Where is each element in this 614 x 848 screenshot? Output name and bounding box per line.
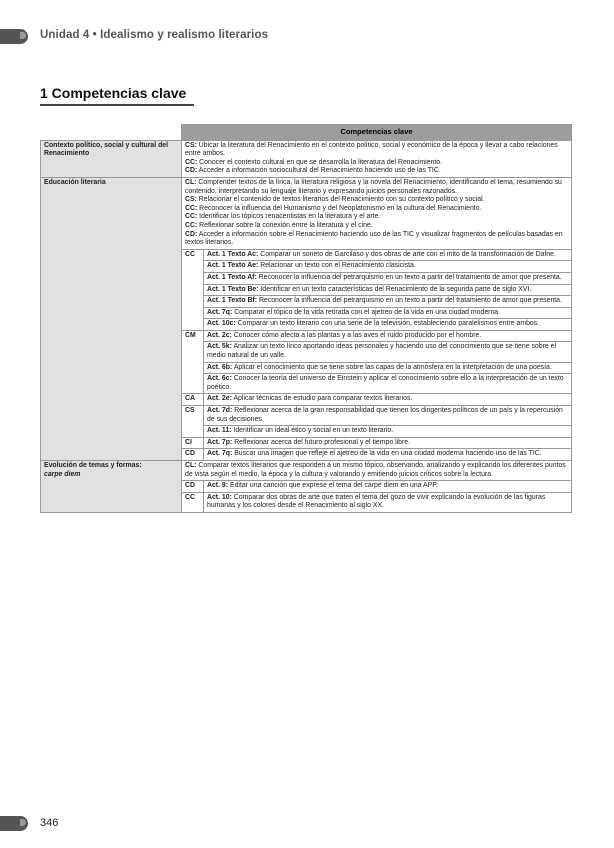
activity-ref: Act. 6b:: [207, 363, 233, 371]
activity-text: Comparar dos obras de arte que traten el tema del gozo de vivir explicando la evolución de las figuras humanas y los colores desde el Renacimiento al siglo XX.: [207, 493, 546, 510]
activity-ref: Act. 11:: [207, 427, 232, 435]
table-header-cell: Competencias clave: [182, 125, 572, 141]
activity-cell: [204, 249, 572, 261]
competence-code: CC:: [185, 158, 198, 166]
competence-text: Identificar los tópicos renacentistas en la literatura y el arte.: [199, 213, 381, 221]
table-header-blank: [41, 125, 182, 141]
activity-ref: Act. 1 Texto Be:: [207, 285, 259, 293]
activity-ref: Act. 2e:: [207, 395, 232, 403]
section-title: 1 Competencias clave: [40, 85, 187, 101]
competence-text: Comparar textos literarios que responden a un mismo tópico, observando, analizando y explicando los diferentes puntos de vista según el medio, la época y la cultura y valorando y emitiendo juicios críticos sobre la lectura.: [185, 462, 566, 478]
competence-line: [185, 159, 568, 168]
competence-line: [185, 196, 568, 205]
activity-text: Reflexionar acerca del futuro profesional y el tiempo libre.: [234, 438, 411, 446]
activity-cell: [204, 307, 572, 319]
competence-code: CS:: [185, 141, 197, 149]
activity-ref: Act. 1 Texto Bf:: [207, 297, 258, 305]
activity-cell: [204, 296, 572, 308]
group-row: [41, 140, 572, 177]
competence-line: [185, 205, 568, 214]
activity-text: Comparar el tópico de la vida retirada con el ajetreo de la vida en una ciudad moderna.: [234, 308, 501, 316]
activity-text: Reconocer la influencia del petrarquismo en un texto a partir del tratamiento de amor que presenta.: [258, 297, 562, 305]
competence-code: CD:: [185, 167, 198, 175]
competence-lines-cell: [182, 177, 572, 249]
group-label-cell: [41, 177, 182, 460]
competence-text: Relacionar el contenido de textos literarios del Renacimiento con su contexto político y social.: [198, 196, 485, 204]
activity-competence-code: CD: [182, 481, 204, 493]
group-label: Educación literaria: [44, 178, 106, 186]
group-label-sub: carpe diem: [44, 470, 81, 478]
activity-competence-code: CI: [182, 437, 204, 449]
activity-text: Identificar un ideal ético y social en un texto literario.: [233, 427, 394, 435]
activity-cell: [204, 362, 572, 374]
competence-text: Acceder a información sociocultural del Renacimiento haciendo uso de las TIC.: [198, 167, 441, 175]
activity-cell: [204, 481, 572, 493]
activity-text: Reflexionar acerca de la gran responsabilidad que tienen los dirigentes políticos de un país y la repercusión de sus decisiones.: [207, 407, 563, 423]
activity-competence-code: CA: [182, 394, 204, 406]
activity-ref: Act. 1 Texto Af:: [207, 273, 257, 281]
table-header-row: [41, 125, 572, 141]
competence-text: Ubicar la literatura del Renacimiento en el contexto político, social y económico de la época y llevar a cabo relaciones entre ambos.: [185, 141, 558, 158]
competence-code: CL:: [185, 462, 197, 469]
competence-line: [185, 222, 568, 231]
activity-cell: [204, 330, 572, 342]
competence-line: [185, 462, 568, 479]
activity-text: Relacionar un texto con el Renacimiento clasicista.: [260, 262, 416, 270]
activity-competence-code: CS: [182, 406, 204, 438]
activity-cell: [204, 342, 572, 362]
activity-text: Comparar un texto literario con una serie de la televisión, estableciendo paralelismos entre ambos.: [237, 320, 540, 328]
activity-text: Buscar una imagen que refleje el ajetreo de la vida en una ciudad moderna haciendo uso de las TIC.: [234, 450, 542, 458]
activity-cell: [204, 426, 572, 438]
activity-cell: [204, 284, 572, 296]
competence-line: [185, 231, 568, 248]
activity-cell: [204, 492, 572, 512]
group-label-cell: [41, 461, 182, 513]
activity-ref: Act. 7p:: [207, 438, 233, 446]
activity-cell: [204, 319, 572, 331]
competence-text: Acceder a información sobre el Renacimiento haciendo uso de las TIC y visualizar fragmentos de películas basadas en textos literarios.: [185, 230, 563, 247]
section-title-underline: [40, 104, 194, 106]
competence-code: CC:: [185, 213, 198, 221]
competence-line: [185, 179, 568, 196]
activity-competence-code: CD: [182, 449, 204, 461]
activity-cell: [204, 272, 572, 284]
activity-ref: Act. 1 Texto Ae:: [207, 262, 259, 270]
activity-text: Aplicar técnicas de estudio para comparar textos literarios.: [233, 395, 413, 403]
competence-lines-cell: [182, 140, 572, 177]
activity-ref: Act. 7q:: [207, 450, 233, 458]
activity-text: Comparar un soneto de Garcilaso y dos obras de arte con el mito de la transformación de Dafne.: [260, 250, 556, 258]
activity-ref: Act. 9:: [207, 482, 229, 490]
activity-cell: [204, 437, 572, 449]
page-number: 346: [40, 817, 59, 829]
competence-text: Reflexionar sobre la conexión entre la literatura y el cine.: [199, 221, 373, 229]
activity-text: Conocer la teoría del universo de Einstein y aplicar el conocimiento sobre ello a la interpretación de un texto poético.: [207, 375, 564, 391]
group-row: [41, 177, 572, 249]
activity-text: Conocer cómo afecta a las plantas y a las aves el ruido producido por el hombre.: [233, 331, 482, 339]
competence-code: CC:: [185, 221, 198, 229]
competence-line: [185, 142, 568, 159]
competence-lines-cell: [182, 461, 572, 481]
activity-ref: Act. 7q:: [207, 308, 233, 316]
competence-text: Reconocer la influencia del Humanismo y del Neoplatonismo en la cultura del Renacimiento.: [199, 204, 482, 212]
activity-cell: [204, 374, 572, 394]
activity-ref: Act. 5k:: [207, 343, 232, 351]
competence-code: CD:: [185, 230, 198, 238]
competence-text: Comprender textos de la lírica, la literatura religiosa y la novela del Renacimiento, identificando el tema, resumiendo su contenido, interpretando su lenguaje literario y expresando juicios personales razonados.: [185, 178, 562, 195]
competence-text: Conocer el contexto cultural en que se desarrolla la literatura del Renacimiento.: [199, 158, 443, 166]
group-row: [41, 461, 572, 481]
activity-cell: [204, 261, 572, 273]
unit-title: Unidad 4 • Idealismo y realismo literarios: [40, 29, 269, 41]
header-tab-marker: [0, 29, 28, 44]
group-label: Evolución de temas y formas:: [44, 462, 142, 469]
activity-ref: Act. 10:: [207, 493, 232, 501]
group-label-cell: [41, 140, 182, 177]
activity-ref: Act. 2c:: [207, 331, 232, 339]
activity-text: Editar una canción que exprese el tema del carpe diem en una APP.: [229, 482, 438, 490]
competence-line: [185, 213, 568, 222]
competence-code: CC:: [185, 204, 198, 212]
activity-ref: Act. 10c:: [207, 320, 236, 328]
activity-competence-code: CC: [182, 249, 204, 330]
activity-ref: Act. 7d:: [207, 407, 233, 415]
competencias-table: [40, 124, 572, 513]
footer-tab-marker: [0, 816, 28, 831]
activity-competence-code: CC: [182, 492, 204, 512]
activity-text: Analizar un texto lírico aportando ideas personales y haciendo uso del conocimiento que se tiene sobre el medio natural de un valle.: [207, 343, 556, 360]
activity-text: Aplicar el conocimiento que se tiene sobre las capas de la atmósfera en la interpretación de una poesía.: [233, 363, 552, 371]
activity-text: Reconocer la influencia del petrarquismo en un texto a partir del tratamiento de amor que presenta.: [258, 273, 562, 281]
group-label: Contexto político, social y cultural del Renacimiento: [44, 141, 169, 158]
activity-ref: Act. 1 Texto Ac:: [207, 250, 259, 258]
activity-ref: Act. 6c:: [207, 375, 232, 383]
competence-code: CL:: [185, 178, 197, 186]
activity-cell: [204, 394, 572, 406]
activity-cell: [204, 406, 572, 426]
activity-competence-code: CM: [182, 330, 204, 394]
competence-line: [185, 167, 568, 176]
activity-text: Identificar en un texto características del Renacimiento de la segunda parte de siglo XVI.: [260, 285, 532, 293]
activity-cell: [204, 449, 572, 461]
competence-code: CS:: [185, 196, 197, 204]
